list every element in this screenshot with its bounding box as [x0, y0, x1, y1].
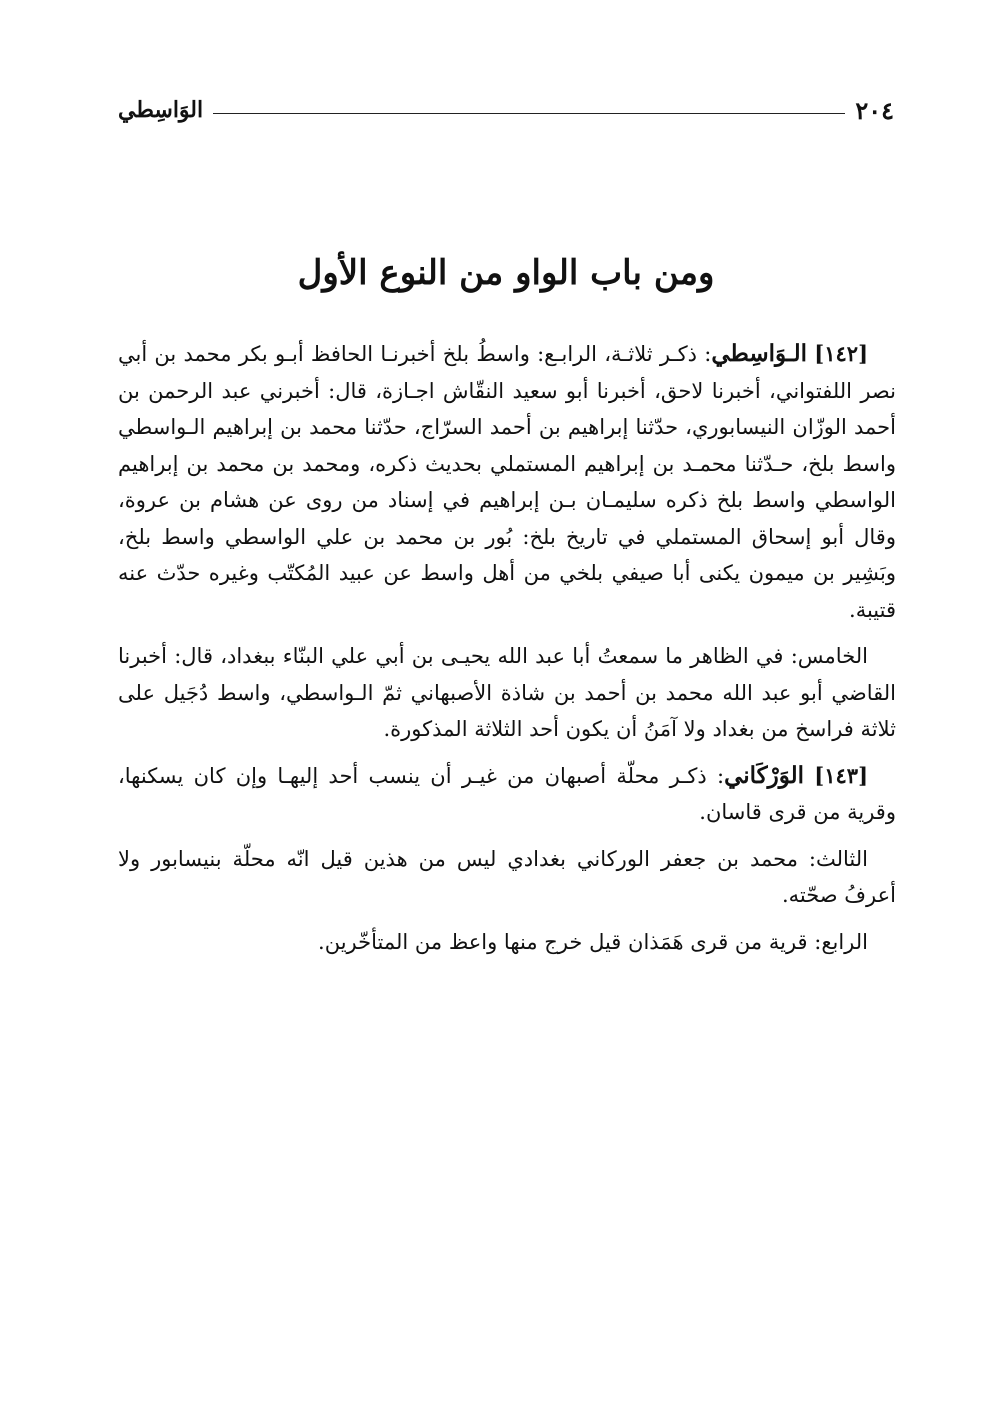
- running-header: [118, 92, 894, 128]
- body-text: [118, 336, 896, 970]
- entry-paragraph: [118, 841, 896, 914]
- header-rule: [213, 113, 845, 114]
- entry-term: الـوَاسِطي: [711, 340, 808, 367]
- running-title: الوَاسِطي: [118, 97, 204, 123]
- entry-text: الثالث: محمد بن جعفر الوركاني بغدادي ليس من هذين قيل انّه محلّة بنيسابور ولا أعرفُ صحّته.: [118, 846, 896, 907]
- section-heading: ومن باب الواو من النوع الأول: [297, 253, 715, 293]
- entry-text: : ذكـر ثلاثـة، الرابـع: واسطُ بلخ أخبرنـا الحافظ أبـو بكر محمد بن أبي نصر اللفتواني، أخبرنا لاحق، أخبرنا أبو سعيد النقّاش اجـازة، قال: أخبرني عبد الرحمن بن أحمد الوزّان النيسابوري، حدّثنا إبراهيم بن أحمد السرّاج، حدّثنا محمد بن إبراهيم الـواسطي واسط بلخ، حـدّثنا محمـد بن إبراهيم المستملي بحديث ذكره، ومحمد بن محمد بن إبراهيم الواسطي واسط بلخ ذكره سليمـان بـن إبراهيم في إسناد من روى عن هشام بن عروة، وقال أبو إسحاق المستملي في تاريخ بلخ: بُور بن محمد بن علي الواسطي واسط بلخ، وبَشِير بن ميمون يكنى أبا صيفي بلخي من أهل واسط عن عبيد المُكتّب وغيره حدّث عنه قتيبة.: [118, 342, 896, 622]
- entry-paragraph: [118, 758, 896, 831]
- entry-number: [١٤٢]: [814, 341, 868, 366]
- entry-paragraph: [118, 638, 896, 748]
- entry-paragraph: [118, 336, 896, 628]
- entry-text: الخامس: في الظاهر ما سمعتُ أبا عبد الله يحيـى بن أبي علي البنّاء ببغداد، قال: أخبرنا القاضي أبو عبد الله محمد بن أحمد بن شاذة الأصبهاني ثمّ الـواسطي، واسط دُجَيل على ثلاثة فراسخ من بغداد ولا آمَنُ أن يكون أحد الثلاثة المذكورة.: [118, 644, 896, 741]
- entry-text: : ذكـر محلّة أصبهان من غيـر أن ينسب أحد إليهـا وإن كان يسكنها، وقرية من قرى قاسان.: [118, 763, 896, 824]
- page-number: ٢٠٤: [855, 95, 894, 125]
- entry-term: الوَرْكَاني: [724, 761, 805, 789]
- entry-number: [١٤٣]: [814, 762, 868, 788]
- entry-text: الرابع: قرية من قرى هَمَذان قيل خرج منها واعظ من المتأخّرين.: [318, 929, 868, 954]
- entry-paragraph: [118, 924, 896, 961]
